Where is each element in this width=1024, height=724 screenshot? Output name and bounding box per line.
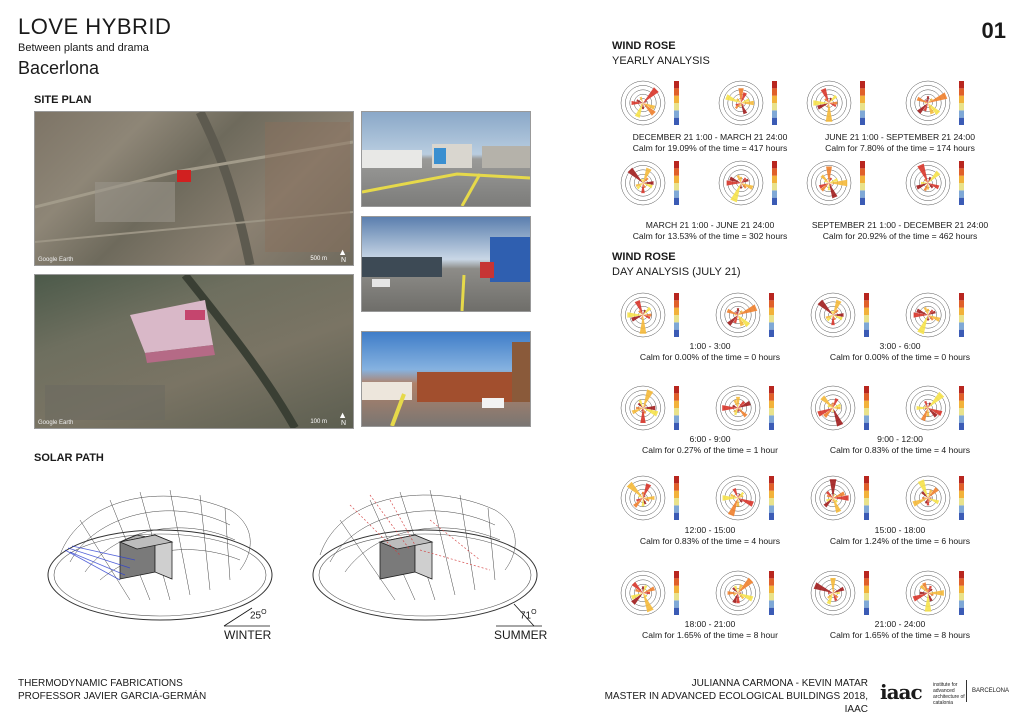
legend-swatch bbox=[674, 505, 679, 512]
iaac-logo-city: BARCELONA bbox=[972, 688, 1010, 694]
legend-swatch bbox=[674, 571, 679, 578]
wind-rose-caption bbox=[610, 525, 810, 547]
rose-legend-bar bbox=[674, 81, 679, 125]
legend-swatch bbox=[772, 110, 777, 117]
wind-rose-caption bbox=[800, 434, 1000, 456]
north-label: N bbox=[340, 420, 346, 427]
legend-swatch bbox=[674, 483, 679, 490]
legend-swatch bbox=[674, 608, 679, 615]
summer-angle: $71^O$ bbox=[520, 609, 537, 622]
rose-legend-bar bbox=[860, 81, 865, 125]
period-label: 9:00 - 12:00 bbox=[877, 434, 923, 444]
legend-swatch bbox=[860, 190, 865, 197]
legend-swatch bbox=[769, 476, 774, 483]
legend-swatch bbox=[674, 491, 679, 498]
legend-swatch bbox=[864, 330, 869, 337]
wind-rose-chart bbox=[620, 160, 688, 208]
legend-swatch bbox=[959, 408, 964, 415]
wind-rose-chart bbox=[620, 80, 688, 128]
legend-swatch bbox=[959, 315, 964, 322]
street-photo-3 bbox=[361, 331, 531, 427]
rose-petal bbox=[928, 392, 944, 408]
wind-rose-chart bbox=[620, 475, 688, 523]
rose-petal bbox=[830, 578, 835, 593]
legend-swatch bbox=[959, 168, 964, 175]
legend-swatch bbox=[769, 401, 774, 408]
legend-swatch bbox=[769, 505, 774, 512]
scale-bar-label: 500 m bbox=[310, 256, 327, 262]
legend-swatch bbox=[772, 103, 777, 110]
legend-swatch bbox=[864, 505, 869, 512]
legend-swatch bbox=[769, 293, 774, 300]
rose-petal bbox=[833, 408, 843, 427]
legend-swatch bbox=[860, 161, 865, 168]
legend-swatch bbox=[864, 513, 869, 520]
legend-swatch bbox=[959, 498, 964, 505]
wind-rose-chart bbox=[718, 80, 786, 128]
north-arrow-icon: ▲ bbox=[338, 410, 347, 420]
legend-swatch bbox=[674, 386, 679, 393]
calm-label: Calm for 0.83% of the time = 4 hours bbox=[639, 536, 781, 546]
rose-petal bbox=[928, 315, 940, 322]
legend-swatch bbox=[959, 476, 964, 483]
legend-swatch bbox=[864, 476, 869, 483]
rose-petal bbox=[925, 593, 932, 612]
legend-swatch bbox=[772, 88, 777, 95]
legend-swatch bbox=[860, 81, 865, 88]
legend-swatch bbox=[674, 393, 679, 400]
page-subtitle: Between plants and drama bbox=[18, 42, 149, 54]
period-label: DECEMBER 21 1:00 - MARCH 21 24:00 bbox=[632, 132, 788, 142]
city-name: Bacerlona bbox=[18, 58, 100, 78]
wind-rose-chart bbox=[718, 160, 786, 208]
legend-swatch bbox=[674, 183, 679, 190]
rose-legend-bar bbox=[959, 571, 964, 615]
wind-rose-caption bbox=[610, 132, 810, 154]
calm-label: Calm for 19.09% of the time = 417 hours bbox=[632, 143, 788, 153]
winter-label: WINTER bbox=[224, 628, 272, 642]
legend-swatch bbox=[674, 593, 679, 600]
rose-legend-bar bbox=[674, 476, 679, 520]
rose-petal bbox=[826, 103, 833, 122]
wind-rose-caption bbox=[800, 619, 1000, 641]
legend-swatch bbox=[674, 498, 679, 505]
rose-petal bbox=[728, 498, 738, 516]
legend-swatch bbox=[959, 491, 964, 498]
legend-swatch bbox=[864, 401, 869, 408]
legend-swatch bbox=[769, 408, 774, 415]
rose-legend-bar bbox=[769, 386, 774, 430]
legend-swatch bbox=[769, 608, 774, 615]
wind-rose-caption bbox=[610, 220, 810, 242]
legend-swatch bbox=[674, 423, 679, 430]
wind-rose-chart bbox=[905, 292, 973, 340]
iaac-logo: iaac bbox=[880, 680, 922, 704]
legend-swatch bbox=[674, 513, 679, 520]
wind-rose-chart bbox=[905, 385, 973, 433]
rose-legend-bar bbox=[959, 161, 964, 205]
legend-swatch bbox=[959, 322, 964, 329]
rose-petal bbox=[640, 408, 645, 423]
legend-swatch bbox=[674, 408, 679, 415]
calm-label: Calm for 0.27% of the time = 1 hour bbox=[642, 445, 778, 455]
legend-swatch bbox=[772, 176, 777, 183]
rose-legend-bar bbox=[769, 293, 774, 337]
solar-path-heading: SOLAR PATH bbox=[34, 452, 104, 464]
legend-swatch bbox=[769, 571, 774, 578]
legend-swatch bbox=[959, 183, 964, 190]
legend-swatch bbox=[864, 386, 869, 393]
wind-rose-chart bbox=[905, 160, 973, 208]
legend-swatch bbox=[769, 593, 774, 600]
legend-swatch bbox=[674, 600, 679, 607]
legend-swatch bbox=[674, 81, 679, 88]
legend-swatch bbox=[959, 513, 964, 520]
legend-swatch bbox=[772, 190, 777, 197]
legend-swatch bbox=[769, 386, 774, 393]
legend-swatch bbox=[959, 386, 964, 393]
legend-swatch bbox=[860, 176, 865, 183]
period-label: 12:00 - 15:00 bbox=[684, 525, 736, 535]
legend-swatch bbox=[864, 415, 869, 422]
wind-rose-yearly-subheading: YEARLY ANALYSIS bbox=[612, 55, 710, 67]
legend-swatch bbox=[959, 176, 964, 183]
wind-rose-day-subheading: DAY ANALYSIS (JULY 21) bbox=[612, 266, 741, 278]
professor-name: PROFESSOR JAVIER GARCIA-GERMÁN bbox=[18, 691, 207, 702]
legend-swatch bbox=[674, 110, 679, 117]
wind-rose-chart bbox=[715, 570, 783, 618]
wind-rose-chart bbox=[715, 292, 783, 340]
legend-swatch bbox=[772, 168, 777, 175]
legend-swatch bbox=[674, 308, 679, 315]
legend-swatch bbox=[864, 423, 869, 430]
rose-legend-bar bbox=[674, 293, 679, 337]
calm-label: Calm for 13.53% of the time = 302 hours bbox=[632, 231, 788, 241]
wind-rose-caption bbox=[800, 132, 1000, 154]
wind-rose-chart bbox=[810, 475, 878, 523]
calm-label: Calm for 0.00% of the time = 0 hours bbox=[829, 352, 971, 362]
period-label: 21:00 - 24:00 bbox=[874, 619, 926, 629]
rose-petal bbox=[723, 495, 738, 501]
calm-label: Calm for 0.00% of the time = 0 hours bbox=[639, 352, 781, 362]
rose-legend-bar bbox=[959, 81, 964, 125]
legend-swatch bbox=[674, 476, 679, 483]
wind-rose-caption bbox=[800, 525, 1000, 547]
rose-petal bbox=[640, 315, 647, 334]
legend-swatch bbox=[769, 308, 774, 315]
legend-swatch bbox=[860, 103, 865, 110]
rose-petal bbox=[821, 88, 829, 103]
wind-rose-chart bbox=[810, 292, 878, 340]
legend-swatch bbox=[769, 300, 774, 307]
logo-divider bbox=[966, 680, 967, 702]
legend-swatch bbox=[959, 483, 964, 490]
legend-swatch bbox=[959, 608, 964, 615]
legend-swatch bbox=[769, 393, 774, 400]
legend-swatch bbox=[674, 198, 679, 205]
legend-swatch bbox=[860, 183, 865, 190]
legend-swatch bbox=[674, 330, 679, 337]
legend-swatch bbox=[864, 600, 869, 607]
legend-swatch bbox=[959, 88, 964, 95]
winter-angle: $25^O$ bbox=[250, 609, 267, 622]
scale-bar-label: 100 m bbox=[310, 419, 327, 425]
aerial-photo-top bbox=[34, 111, 354, 266]
wind-rose-chart bbox=[905, 570, 973, 618]
north-label: N bbox=[340, 257, 346, 264]
google-earth-credit: Google Earth bbox=[38, 257, 74, 263]
legend-swatch bbox=[674, 161, 679, 168]
legend-swatch bbox=[864, 586, 869, 593]
legend-swatch bbox=[769, 491, 774, 498]
legend-swatch bbox=[959, 586, 964, 593]
legend-swatch bbox=[860, 96, 865, 103]
program: MASTER IN ADVANCED ECOLOGICAL BUILDINGS 2018, IAAC bbox=[604, 691, 868, 715]
wind-rose-day-heading: WIND ROSE bbox=[612, 251, 676, 263]
legend-swatch bbox=[674, 176, 679, 183]
wind-rose-chart bbox=[810, 570, 878, 618]
legend-swatch bbox=[959, 293, 964, 300]
legend-swatch bbox=[860, 118, 865, 125]
page-number: 01 bbox=[981, 18, 1006, 43]
legend-swatch bbox=[959, 505, 964, 512]
legend-swatch bbox=[674, 96, 679, 103]
legend-swatch bbox=[769, 322, 774, 329]
legend-swatch bbox=[959, 161, 964, 168]
period-label: MARCH 21 1:00 - JUNE 21 24:00 bbox=[645, 220, 775, 230]
google-earth-credit: Google Earth bbox=[38, 420, 74, 426]
legend-swatch bbox=[769, 330, 774, 337]
legend-swatch bbox=[959, 593, 964, 600]
rose-petal bbox=[738, 498, 754, 507]
legend-swatch bbox=[674, 293, 679, 300]
legend-swatch bbox=[674, 322, 679, 329]
legend-swatch bbox=[959, 330, 964, 337]
legend-swatch bbox=[959, 118, 964, 125]
rose-petal bbox=[833, 498, 841, 513]
rose-petal bbox=[829, 180, 847, 187]
wind-rose-chart bbox=[806, 80, 874, 128]
legend-swatch bbox=[772, 118, 777, 125]
legend-swatch bbox=[959, 578, 964, 585]
legend-swatch bbox=[959, 423, 964, 430]
legend-swatch bbox=[772, 198, 777, 205]
legend-swatch bbox=[674, 190, 679, 197]
legend-swatch bbox=[769, 578, 774, 585]
legend-swatch bbox=[959, 190, 964, 197]
legend-swatch bbox=[959, 103, 964, 110]
legend-swatch bbox=[772, 81, 777, 88]
rose-legend-bar bbox=[772, 161, 777, 205]
rose-petal bbox=[918, 479, 928, 498]
rose-petal bbox=[827, 593, 833, 605]
rose-legend-bar bbox=[769, 571, 774, 615]
legend-swatch bbox=[864, 578, 869, 585]
rose-petal bbox=[738, 408, 747, 417]
rose-petal bbox=[725, 94, 741, 103]
rose-petal bbox=[741, 183, 753, 190]
rose-petal bbox=[643, 87, 659, 103]
period-label: 15:00 - 18:00 bbox=[874, 525, 926, 535]
legend-swatch bbox=[864, 491, 869, 498]
iaac-logo-text: institute for advanced architecture of catalonia bbox=[933, 682, 965, 706]
rose-petal bbox=[820, 395, 833, 408]
wind-rose-caption bbox=[800, 341, 1000, 363]
course-name: THERMODYNAMIC FABRICATIONS bbox=[18, 678, 183, 689]
legend-swatch bbox=[674, 168, 679, 175]
wind-rose-chart bbox=[715, 475, 783, 523]
legend-swatch bbox=[769, 498, 774, 505]
legend-swatch bbox=[959, 308, 964, 315]
site-plan-heading: SITE PLAN bbox=[34, 94, 92, 106]
legend-swatch bbox=[959, 393, 964, 400]
period-label: 1:00 - 3:00 bbox=[689, 341, 731, 351]
calm-label: Calm for 1.65% of the time = 8 hours bbox=[829, 630, 971, 640]
legend-swatch bbox=[864, 308, 869, 315]
legend-swatch bbox=[674, 578, 679, 585]
rose-petal bbox=[643, 389, 653, 408]
calm-label: Calm for 0.83% of the time = 4 hours bbox=[829, 445, 971, 455]
rose-legend-bar bbox=[674, 161, 679, 205]
legend-swatch bbox=[860, 168, 865, 175]
rose-legend-bar bbox=[959, 386, 964, 430]
calm-label: Calm for 1.65% of the time = 8 hour bbox=[642, 630, 778, 640]
legend-swatch bbox=[769, 415, 774, 422]
rose-legend-bar bbox=[674, 571, 679, 615]
legend-swatch bbox=[959, 300, 964, 307]
rose-petal bbox=[928, 183, 939, 189]
wind-rose-caption bbox=[610, 619, 810, 641]
period-label: 18:00 - 21:00 bbox=[684, 619, 736, 629]
wind-rose-chart bbox=[810, 385, 878, 433]
legend-swatch bbox=[864, 315, 869, 322]
rose-petal bbox=[635, 103, 643, 118]
legend-swatch bbox=[674, 300, 679, 307]
rose-petal bbox=[635, 300, 643, 315]
legend-swatch bbox=[674, 118, 679, 125]
legend-swatch bbox=[959, 401, 964, 408]
wind-rose-yearly-heading: WIND ROSE bbox=[612, 40, 676, 52]
legend-swatch bbox=[959, 198, 964, 205]
legend-swatch bbox=[674, 103, 679, 110]
rose-legend-bar bbox=[959, 476, 964, 520]
rose-legend-bar bbox=[864, 571, 869, 615]
legend-swatch bbox=[772, 183, 777, 190]
legend-swatch bbox=[769, 513, 774, 520]
legend-swatch bbox=[959, 571, 964, 578]
legend-swatch bbox=[674, 401, 679, 408]
rose-legend-bar bbox=[864, 476, 869, 520]
legend-swatch bbox=[769, 586, 774, 593]
footer-right bbox=[600, 677, 868, 716]
legend-swatch bbox=[959, 81, 964, 88]
north-arrow-icon: ▲ bbox=[338, 247, 347, 257]
rose-legend-bar bbox=[864, 293, 869, 337]
legend-swatch bbox=[864, 593, 869, 600]
street-photo-1 bbox=[361, 111, 531, 207]
legend-swatch bbox=[864, 300, 869, 307]
wind-rose-chart bbox=[620, 570, 688, 618]
legend-swatch bbox=[860, 198, 865, 205]
rose-legend-bar bbox=[769, 476, 774, 520]
legend-swatch bbox=[864, 571, 869, 578]
period-label: 3:00 - 6:00 bbox=[879, 341, 921, 351]
legend-swatch bbox=[864, 498, 869, 505]
legend-swatch bbox=[864, 293, 869, 300]
legend-swatch bbox=[959, 600, 964, 607]
wind-rose-chart bbox=[620, 385, 688, 433]
rose-legend-bar bbox=[674, 386, 679, 430]
wind-rose-caption bbox=[800, 220, 1000, 242]
rose-legend-bar bbox=[959, 293, 964, 337]
legend-swatch bbox=[674, 315, 679, 322]
wind-rose-chart bbox=[620, 292, 688, 340]
period-label: SEPTEMBER 21 1:00 - DECEMBER 21 24:00 bbox=[811, 220, 989, 230]
rose-petal bbox=[627, 482, 643, 498]
legend-swatch bbox=[864, 322, 869, 329]
street-photo-2 bbox=[361, 216, 531, 312]
wind-rose-caption bbox=[610, 434, 810, 456]
legend-swatch bbox=[864, 393, 869, 400]
page-title: LOVE HYBRID bbox=[18, 14, 172, 39]
legend-swatch bbox=[864, 408, 869, 415]
legend-swatch bbox=[674, 88, 679, 95]
legend-swatch bbox=[772, 161, 777, 168]
period-label: JUNE 21 1:00 - SEPTEMBER 21 24:00 bbox=[825, 132, 975, 142]
rose-legend-bar bbox=[864, 386, 869, 430]
legend-swatch bbox=[864, 608, 869, 615]
authors: JULIANNA CARMONA - KEVIN MATAR bbox=[691, 678, 868, 689]
aerial-photo-3d bbox=[34, 274, 354, 429]
legend-swatch bbox=[959, 96, 964, 103]
wind-rose-chart bbox=[905, 80, 973, 128]
calm-label: Calm for 1.24% of the time = 6 hours bbox=[829, 536, 971, 546]
rose-legend-bar bbox=[772, 81, 777, 125]
legend-swatch bbox=[959, 415, 964, 422]
legend-swatch bbox=[772, 96, 777, 103]
legend-swatch bbox=[769, 600, 774, 607]
legend-swatch bbox=[769, 423, 774, 430]
legend-swatch bbox=[864, 483, 869, 490]
legend-swatch bbox=[860, 88, 865, 95]
rose-petal bbox=[928, 171, 940, 183]
rose-legend-bar bbox=[860, 161, 865, 205]
wind-rose-chart bbox=[806, 160, 874, 208]
calm-label: Calm for 7.80% of the time = 174 hours bbox=[825, 143, 975, 153]
legend-swatch bbox=[769, 483, 774, 490]
legend-swatch bbox=[769, 315, 774, 322]
legend-swatch bbox=[860, 110, 865, 117]
wind-rose-caption bbox=[610, 341, 810, 363]
wind-rose-chart bbox=[715, 385, 783, 433]
wind-rose-chart bbox=[905, 475, 973, 523]
summer-label: SUMMER bbox=[494, 628, 548, 642]
rose-petal bbox=[741, 103, 747, 114]
legend-swatch bbox=[959, 110, 964, 117]
legend-swatch bbox=[674, 415, 679, 422]
calm-label: Calm for 20.92% of the time = 462 hours bbox=[822, 231, 978, 241]
period-label: 6:00 - 9:00 bbox=[689, 434, 731, 444]
legend-swatch bbox=[674, 586, 679, 593]
footer-left bbox=[18, 677, 206, 703]
